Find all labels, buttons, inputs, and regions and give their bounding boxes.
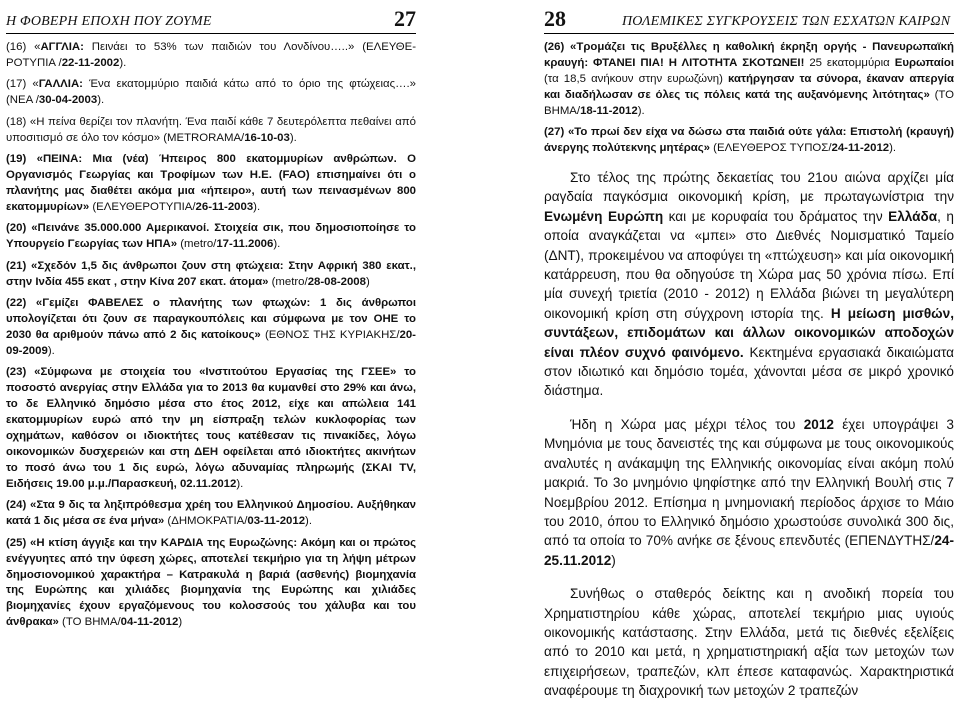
citation-date: 03-11-2012: [247, 515, 306, 528]
text-run: Συνήθως ο σταθερός δείκτης και η ανοδική πορεία του Χρηματιστηρίου κάθε χώρας, αποτελεί τεκμήριο μιας υγιούς οικονομικής κατάστασης. Στην Ελλάδα, μετά τις διεθνές εξελίξεις από το 2010 και μετά, η χρηματιστηριακή αξία των μετοχών των επιχειρήσεων, τραπεζών, κλπ έπεσε καταφανώς. Χαρακτηριστικά αναφέρουμε τη διαχρονική των μετοχών 2 τραπεζών: [544, 586, 954, 699]
text-run: (20) «Πεινάνε 35.000.000 Αμερικανοί. Στοιχεία σικ, που δημοσιοποίησε το Υπουργείο Γεωργίας των ΗΠΑ»: [6, 222, 416, 251]
text-run: (ΕΛΕΥΘΕΡΟΤΥΠΙΑ/: [89, 200, 196, 213]
text-run: ).: [97, 94, 105, 107]
text-run: ).: [236, 477, 244, 490]
text-run: (metro/: [177, 238, 217, 251]
citation-date: 18-11-2012: [580, 104, 638, 117]
citation-date: 24-11-2012: [831, 142, 890, 155]
reference-item: [6, 77, 416, 109]
running-title-right: ΠΟΛΕΜΙΚΕΣ ΣΥΓΚΡΟΥΣΕΙΣ ΤΩΝ ΕΣΧΑΤΩΝ ΚΑΙΡΩΝ: [622, 14, 951, 29]
text-run: , η οποία αναγκάζεται να «μπει» στο Διεθνές Νομισματικό Ταμείο (ΔΝΤ), προκειμένου να αποφύγει τη «πτώχευση» και μία οικονομική κατάρρευση, που θα οδηγούσε τη Χώρα μας 50 χρόνια πίσω. Επί μία συνεχή τριετία (2010 - 2012) η Ελλάδα βιώνει τη μεγαλύτερη οικονομική κρίση στη σύγχρονη ιστορία της.: [544, 208, 954, 321]
body-paragraph: [544, 415, 954, 570]
text-run: Ενωμένη Ευρώπη: [544, 208, 664, 224]
text-run: (25) «Η κτίση άγγιξε και την ΚΑΡΔΙΑ της Ευρωζώνης: Ακόμη και οι πρώτος ενέγγυητες από την ύφεση χώρες, αποτελεί τεκμήριο για τη λήψη μέτρων δημοσιονομικού χαρακτήρα – Κατρακυλά η βαριά (ασθενής) βιομηχανία της Ευρώπης και χιλιάδες βιομηχανία της Ευρώπης και χιλιάδες βιομηχανίες έχουν εργαζόμενους του κολοσσούς του χάλυβα και του άνθρακα»: [6, 536, 416, 629]
reference-item: [6, 365, 416, 492]
left-page-header: [6, 6, 416, 34]
text-run: ).: [253, 200, 261, 213]
page-number-left: 27: [394, 6, 416, 31]
page-number-right: 28: [544, 6, 566, 31]
text-run: Πεινάει το 53% των παιδιών του Λονδίνου…..» (ΕΛΕΥΘΕ-ΡΟΤΥΠΙΑ /: [6, 41, 416, 69]
text-run: Ελλάδα: [888, 208, 938, 224]
text-run: (19) «ΠΕΙΝΑ: Μια (νέα) Ήπειρος 800 εκατομμυρίων ανθρώπων. Ο Οργανισμός Γεωργίας και Τροφίμων των Η.Ε. (FAO) επισημαίνει ότι ο πλανήτης μας διαθέτει ακόμα μια «ήπειρο», αυτή των πεινασμένων 800 εκατομμυρίων»: [6, 153, 416, 213]
text-run: έχει υπογράψει 3 Μνημόνια με τους δανειστές της και σύμφωνα με τους οικονομικούς αναλυτές η ανάκαμψη της Ελληνικής οικονομίας είναι ακόμη πολύ μακριά. Το 3ο μνημόνιο ψηφίστηκε από την Ελληνική Βουλή στις 7 Νοεμβρίου 2012. Επίσημα η μνημονιακή περίοδος άρχισε το Μάιο του 2010, όπου το Ελληνικό δημόσιο χρωστούσε συνολικά 300 δις, από τα οποία το 70% ανήκε σε ξένους επενδυτές (ΕΠΕΝΔΥΤΗΣ/: [544, 416, 954, 549]
text-run: (26) «Τρομάζει τις Βρυξέλλες η καθολική έκρηξη οργής - Πανευρωπαϊκή κραυγή: ΦΤΑΝΕΙ ΠΙΑ! Η ΛΙΤΟΤΗΤΑ ΣΚΟΤΩΝΕΙ!: [544, 41, 954, 69]
citation-date: 17-11.2006: [216, 238, 274, 251]
text-run: Κεκτημένα εργασιακά δικαιώματα στον ιδιωτικό και δημόσιο τομέα, χάνονται μέσα σε μικρό χρονικό διάστημα.: [544, 344, 954, 399]
reference-item: [6, 536, 416, 631]
citation-date: 04-11-2012: [120, 616, 179, 629]
body-text: [544, 168, 954, 715]
text-run: ): [178, 616, 183, 629]
text-run: ).: [889, 142, 897, 155]
reference-item: [6, 221, 416, 253]
references-list-right: [544, 40, 954, 163]
text-run: κατήργησαν τα σύνορα, έκαναν απεργία και διαδήλωσαν σε όλες τις πόλεις κατά της αυξανόμενης λιτότητας»: [544, 72, 954, 101]
text-run: (ΤΟ ΒΗΜΑ/: [544, 88, 954, 117]
text-run: Στο τέλος της πρώτης δεκαετίας του 21ου αιώνα αρχίζει μία ραγδαία παγκόσμια οικονομική κρίση, με πρωταγωνίστρια την: [544, 170, 954, 205]
reference-item: [6, 259, 416, 291]
citation-date: 20-09-2009: [6, 329, 416, 357]
text-run: και με κορυφαία του δράματος την: [663, 208, 889, 224]
text-run: (ΕΘΝΟΣ ΤΗΣ ΚΥΡΙΑΚΗΣ/: [260, 329, 400, 342]
reference-item: [6, 498, 416, 530]
text-run: ΑΓΓΛΙΑ:: [40, 41, 84, 53]
text-run: ).: [305, 515, 312, 528]
citation-date: 02.11.2012: [179, 477, 237, 490]
text-run: ).: [637, 104, 645, 117]
text-run: ): [365, 275, 370, 288]
reference-item: [6, 296, 416, 360]
text-run: Ένα εκατομμύριο παιδιά κάτω από το όριο της φτώχειας….» (ΝΕΑ /: [6, 78, 416, 107]
body-paragraph: [544, 168, 954, 401]
text-run: (27) «Το πρωί δεν είχα να δώσω στα παιδιά ούτε γάλα: Επιστολή (κραυγή) άνεργης πολύτεκνης μητέρας»: [544, 126, 954, 155]
text-run: (23) «Σύμφωνα με στοιχεία του «Ινστιτούτου Εργασίας της ΓΣΕΕ» το ποσοστό ανεργίας στην Ελλάδα για το: [6, 366, 416, 395]
citation-date: 28-08-2008: [307, 275, 366, 288]
text-run: (ΕΛΕΥΘΕΡΟΣ ΤΥΠΟΣ/: [710, 142, 832, 155]
citation-date: 26-11-2003: [195, 200, 254, 213]
citation-date: 30-04-2003: [38, 94, 98, 107]
reference-item: [6, 115, 416, 147]
reference-item: [544, 125, 954, 157]
text-run: 25 εκατομμύρια: [804, 56, 895, 69]
text-run: ): [611, 552, 616, 568]
text-run: (16) «: [6, 41, 41, 53]
text-run: (24) «Στα 9 δις τα ληξιπρόθεσμα χρέη του Ελληνικού Δημοσίου. Αυξήθηκαν κατά 1 δις μέσα σε ένα μήνα»: [6, 499, 416, 528]
text-run: (τα 18,5 ανήκουν στην ευρωζώνη): [544, 72, 728, 85]
text-run: (21) «Σχεδόν 1,5 δις άνθρωποι ζουν στη φτώχεια: Στην Αφρική 380 εκατ., στην Ινδία 455 εκατ , στην Κίνα 207 εκατ. άτομα»: [6, 259, 416, 288]
right-page-header: [544, 6, 954, 34]
left-page: [0, 0, 478, 675]
text-run: Ήδη η Χώρα μας μέχρι τέλος του: [570, 416, 804, 432]
citation-date: 16-10-03: [244, 131, 290, 144]
text-run: ).: [273, 238, 281, 251]
text-run: (ΤΟ ΒΗΜΑ/: [58, 616, 121, 629]
text-run: (22) «Γεμίζει ΦΑΒΕΛΕΣ ο πλανήτης των φτωχών: 1 δις άνθρωποι υπολογίζεται ότι ζουν σε παραγκουπόλεις και σύμφωνα με τον ΟΗΕ το 2030 θα αριθμούν πάνω από 2 δις κατοίκους»: [6, 297, 416, 342]
citation-date: 2013: [222, 382, 248, 395]
text-run: ).: [289, 131, 297, 144]
body-paragraph: [544, 584, 954, 700]
references-list-left: [6, 40, 416, 637]
text-run: ).: [47, 344, 55, 357]
text-run: θα κυμανθεί στο 29% και άνω, το δε Ελληνικό δημόσιο μέσα στο έτος 2012, είχε και απώλεια 141 εκατομμυρίων ευρώ από την μη είσπραξη τελών κυκλοφορίας των οχημάτων, καθόσον οι ιδιοκτήτες τους κατέθεσαν τις πινακίδες, λόγω οικονομικών δυσχερειών και στη ΔΕΗ οφείλεται από ιδιοκτήτες ακινήτων το ποσό άνω του 1 δις ευρώ, λόγω αδυναμίας πληρωμής (ΣΚΑΙ TV, Ειδήσεις 19.00 μ.μ./Παρασκευή,: [6, 382, 416, 490]
text-run: ).: [119, 56, 127, 69]
text-run: (18) «Η πείνα θερίζει τον πλανήτη. Ένα παιδί κάθε 7 δευτερόλεπτα πεθαίνει από υποσιτισμό σε όλο τον κόσμο» (METRORAMA/: [6, 115, 416, 144]
right-page: [482, 0, 960, 699]
text-run: 2012: [803, 416, 834, 432]
text-run: Ευρωπαίοι: [894, 56, 954, 69]
reference-item: [6, 40, 416, 72]
text-run: Η μείωση μισθών, συντάξεων, επιδομάτων και άλλων οικονομικών αποδοχών είναι πλέον συχνό φαινόμενο.: [544, 305, 954, 360]
text-run: (metro/: [268, 275, 308, 288]
citation-date: 24-25.11.2012: [544, 533, 954, 568]
reference-item: [544, 40, 954, 120]
citation-date: 22-11-2002: [61, 56, 120, 69]
running-title-left: Η ΦΟΒΕΡΗ ΕΠΟΧΗ ΠΟΥ ΖΟΥΜΕ: [6, 14, 212, 29]
text-run: (ΔΗΜΟΚΡΑΤΙΑ/: [164, 515, 248, 528]
text-run: ΓΑΛΛΙΑ:: [38, 78, 83, 91]
text-run: (17) «: [6, 78, 39, 91]
reference-item: [6, 152, 416, 216]
